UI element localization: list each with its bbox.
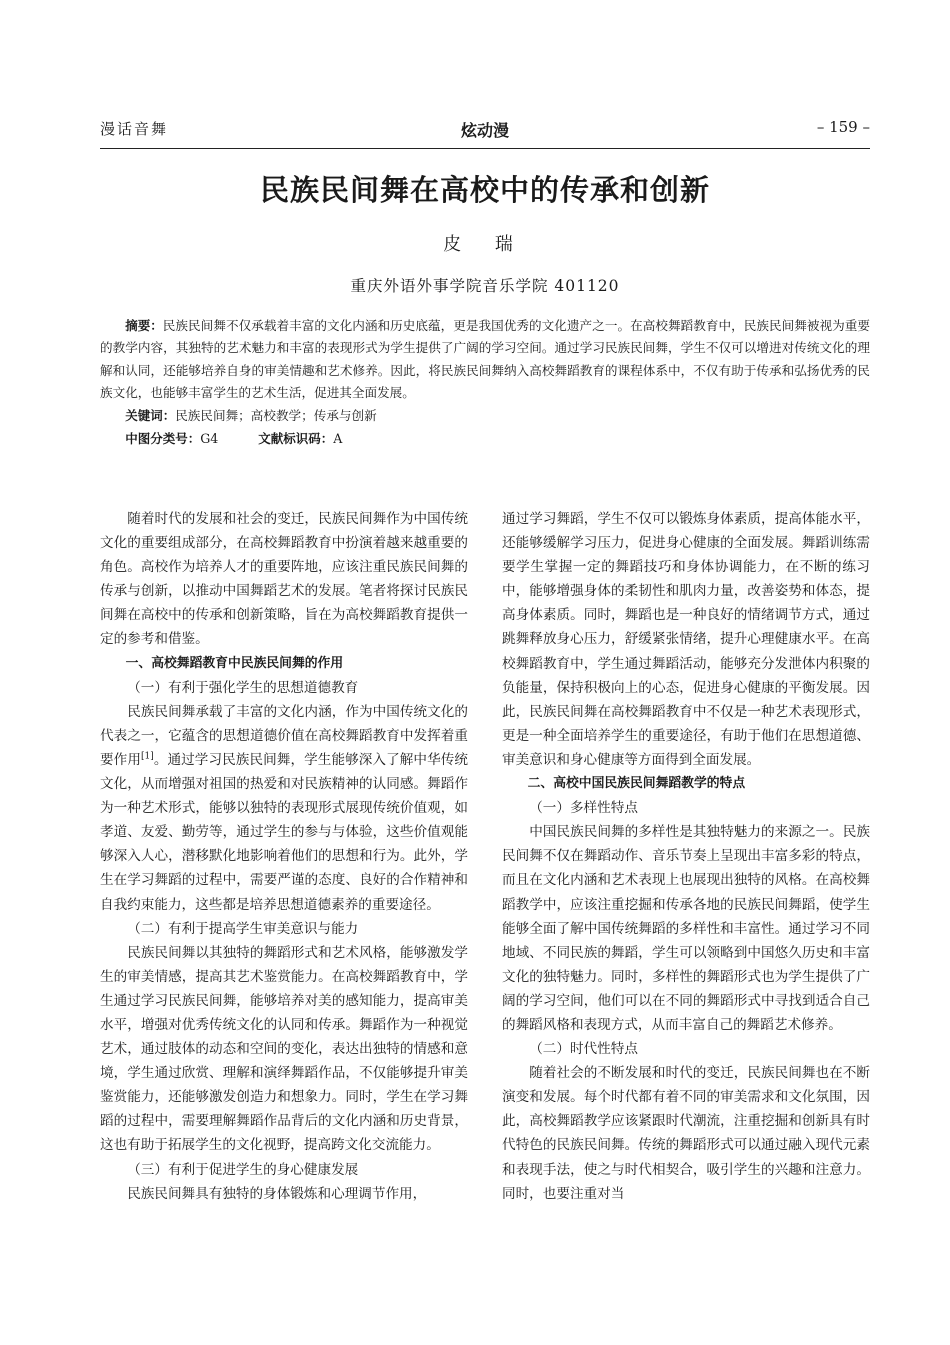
body-paragraph-2: 民族民间舞以其独特的舞蹈形式和艺术风格，能够激发学生的审美情感，提高其艺术鉴赏能力。在高校舞蹈教育中，学生通过学习民族民间舞，能够培养对美的感知能力，提高审美水平，增强对优秀传统文化的认同和传承。舞蹈作为一种视觉艺术，通过肢体的动态和空间的变化，表达出独特的情感和意境，学生通过欣赏、理解和演绎舞蹈作品，不仅能够提升审美鉴赏能力，还能够激发创造力和想象力。同时，学生在学习舞蹈的过程中，需要理解舞蹈作品背后的文化内涵和历史背景，这也有助于拓展学生的文化视野，提高跨文化交流能力。 [100,944,468,1154]
article-affiliation: 重庆外语外事学院音乐学院 401120 [350,277,620,295]
right-column [502,507,870,1206]
keywords-text: 民族民间舞；高校教学；传承与创新 [175,408,377,424]
keywords-label: 关键词： [125,408,176,424]
intro-paragraph: 随着时代的发展和社会的变迁，民族民间舞作为中国传统文化的重要组成部分，在高校舞蹈教育中扮演着越来越重要的角色。高校作为培养人才的重要阵地，应该注重民族民间舞的传承与创新，以推动中国舞蹈艺术的发展。笔者将探讨民族民间舞在高校中的传承和创新策略，旨在为高校舞蹈教育提供一定的参考和借鉴。 [100,511,468,648]
clc-value: G4 [200,431,219,447]
abstract-text: 民族民间舞不仅承载着丰富的文化内涵和历史底蕴，更是我国优秀的文化遗产之一。在高校舞蹈教育中，民族民间舞被视为重要的教学内容，其独特的艺术魅力和丰富的表现形式为学生提供了广阔的学习空间。通过学习民族民间舞，学生不仅可以增进对传统文化的理解和认同，还能够培养自身的审美情趣和艺术修养。因此，将民族民间舞纳入高校舞蹈教育的课程体系中，不仅有助于传承和弘扬优秀的民族文化，也能够丰富学生的艺术生活，促进其全面发展。 [100,318,870,400]
subsection-heading-4: （一）多样性特点 [529,800,638,817]
body-paragraph-1-part-a: 民族民间舞承载了丰富的文化内涵，作为中国传统文化的代表之一，它蕴含的思想道德价值在高校舞蹈教育中发挥着重要作用 [100,703,468,768]
body-paragraph-3-start: 民族民间舞具有独特的身体锻炼和心理调节作用， [127,1185,427,1202]
section-heading-1: 一、高校舞蹈教育中民族民间舞的作用 [125,655,344,671]
header-page-number: – 159 – [816,118,870,136]
left-column [100,507,468,1206]
clc-label: 中图分类号： [125,431,201,447]
header-journal-name: 炫动漫 [460,121,509,140]
doc-code-value: A [333,431,343,447]
section-heading-2: 二、高校中国民族民间舞蹈教学的特点 [527,776,746,792]
doc-code-label: 文献标识码： [258,431,334,447]
subsection-heading-2: （二）有利于提高学生审美意识与能力 [127,920,359,937]
header-section-label: 漫话音舞 [100,120,169,138]
body-paragraph-4: 中国民族民间舞的多样性是其独特魅力的来源之一。民族民间舞不仅在舞蹈动作、音乐节奏上呈现出丰富多彩的特点，而且在文化内涵和艺术表现上也展现出独特的风格。在高校舞蹈教学中，应该注重挖掘和传承各地的民族民间舞蹈，使学生能够全面了解中国传统舞蹈的多样性和丰富性。通过学习不同地域、不同民族的舞蹈，学生可以领略到中国悠久历史和丰富文化的独特魅力。同时，多样性的舞蹈形式也为学生提供了广阔的学习空间，他们可以在不同的舞蹈形式中寻找到适合自己的舞蹈风格和表现方式，从而丰富自己的舞蹈艺术修养。 [502,824,870,1033]
running-header [100,118,870,149]
keywords-line [100,404,870,427]
article-author: 皮 瑞 [443,234,527,255]
subsection-heading-3: （三）有利于促进学生的身心健康发展 [127,1161,359,1178]
body-paragraph-3-continued: 通过学习舞蹈，学生不仅可以锻炼身体素质，提高体能水平，还能够缓解学习压力，促进身心健康的全面发展。舞蹈训练需要学生掌握一定的舞蹈技巧和身体协调能力，在不断的练习中，能够增强身体的柔韧性和肌肉力量，改善姿势和体态，提高身体素质。同时，舞蹈也是一种良好的情绪调节方式，通过跳舞释放身心压力，舒缓紧张情绪，提升心理健康水平。在高校舞蹈教育中，学生通过舞蹈活动，能够充分发泄体内积聚的负能量，保持积极向上的心态，促进身心健康的平衡发展。因此，民族民间舞在高校舞蹈教育中不仅是一种艺术表现形式，更是一种全面培养学生的重要途径，有助于他们在思想道德、审美意识和身心健康等方面得到全面发展。 [502,511,870,768]
classification-line [100,427,870,450]
abstract-label: 摘要： [125,318,163,333]
subsection-heading-5: （二）时代性特点 [529,1041,638,1058]
citation-ref: [1] [141,751,154,762]
body-paragraph-1-part-b: 。通过学习民族民间舞，学生能够深入了解中华传统文化，从而增强对祖国的热爱和对民族精神的认同感。舞蹈作为一种艺术形式，能够以独特的表现形式展现传统价值观，如孝道、友爱、勤劳等，通过学生的参与与体验，这些价值观能够深入人心，潜移默化地影响着他们的思想和行为。此外，学生在学习舞蹈的过程中，需要严谨的态度、良好的合作精神和自我约束能力，这些都是培养思想道德素养的重要途径。 [100,751,469,913]
abstract-paragraph [100,315,870,404]
abstract-block [100,315,870,450]
body-paragraph-1 [100,700,468,917]
body-paragraph-5: 随着社会的不断发展和时代的变迁，民族民间舞也在不断演变和发展。每个时代都有着不同的审美需求和文化氛围，因此，高校舞蹈教学应该紧跟时代潮流，注重挖掘和创新具有时代特色的民族民间舞。传统的舞蹈形式可以通过融入现代元素和表现手法，使之与时代相契合，吸引学生的兴趣和注意力。同时，也要注重对当 [502,1065,870,1202]
article-title: 民族民间舞在高校中的传承和创新 [259,173,710,207]
subsection-heading-1: （一）有利于强化学生的思想道德教育 [127,679,359,696]
